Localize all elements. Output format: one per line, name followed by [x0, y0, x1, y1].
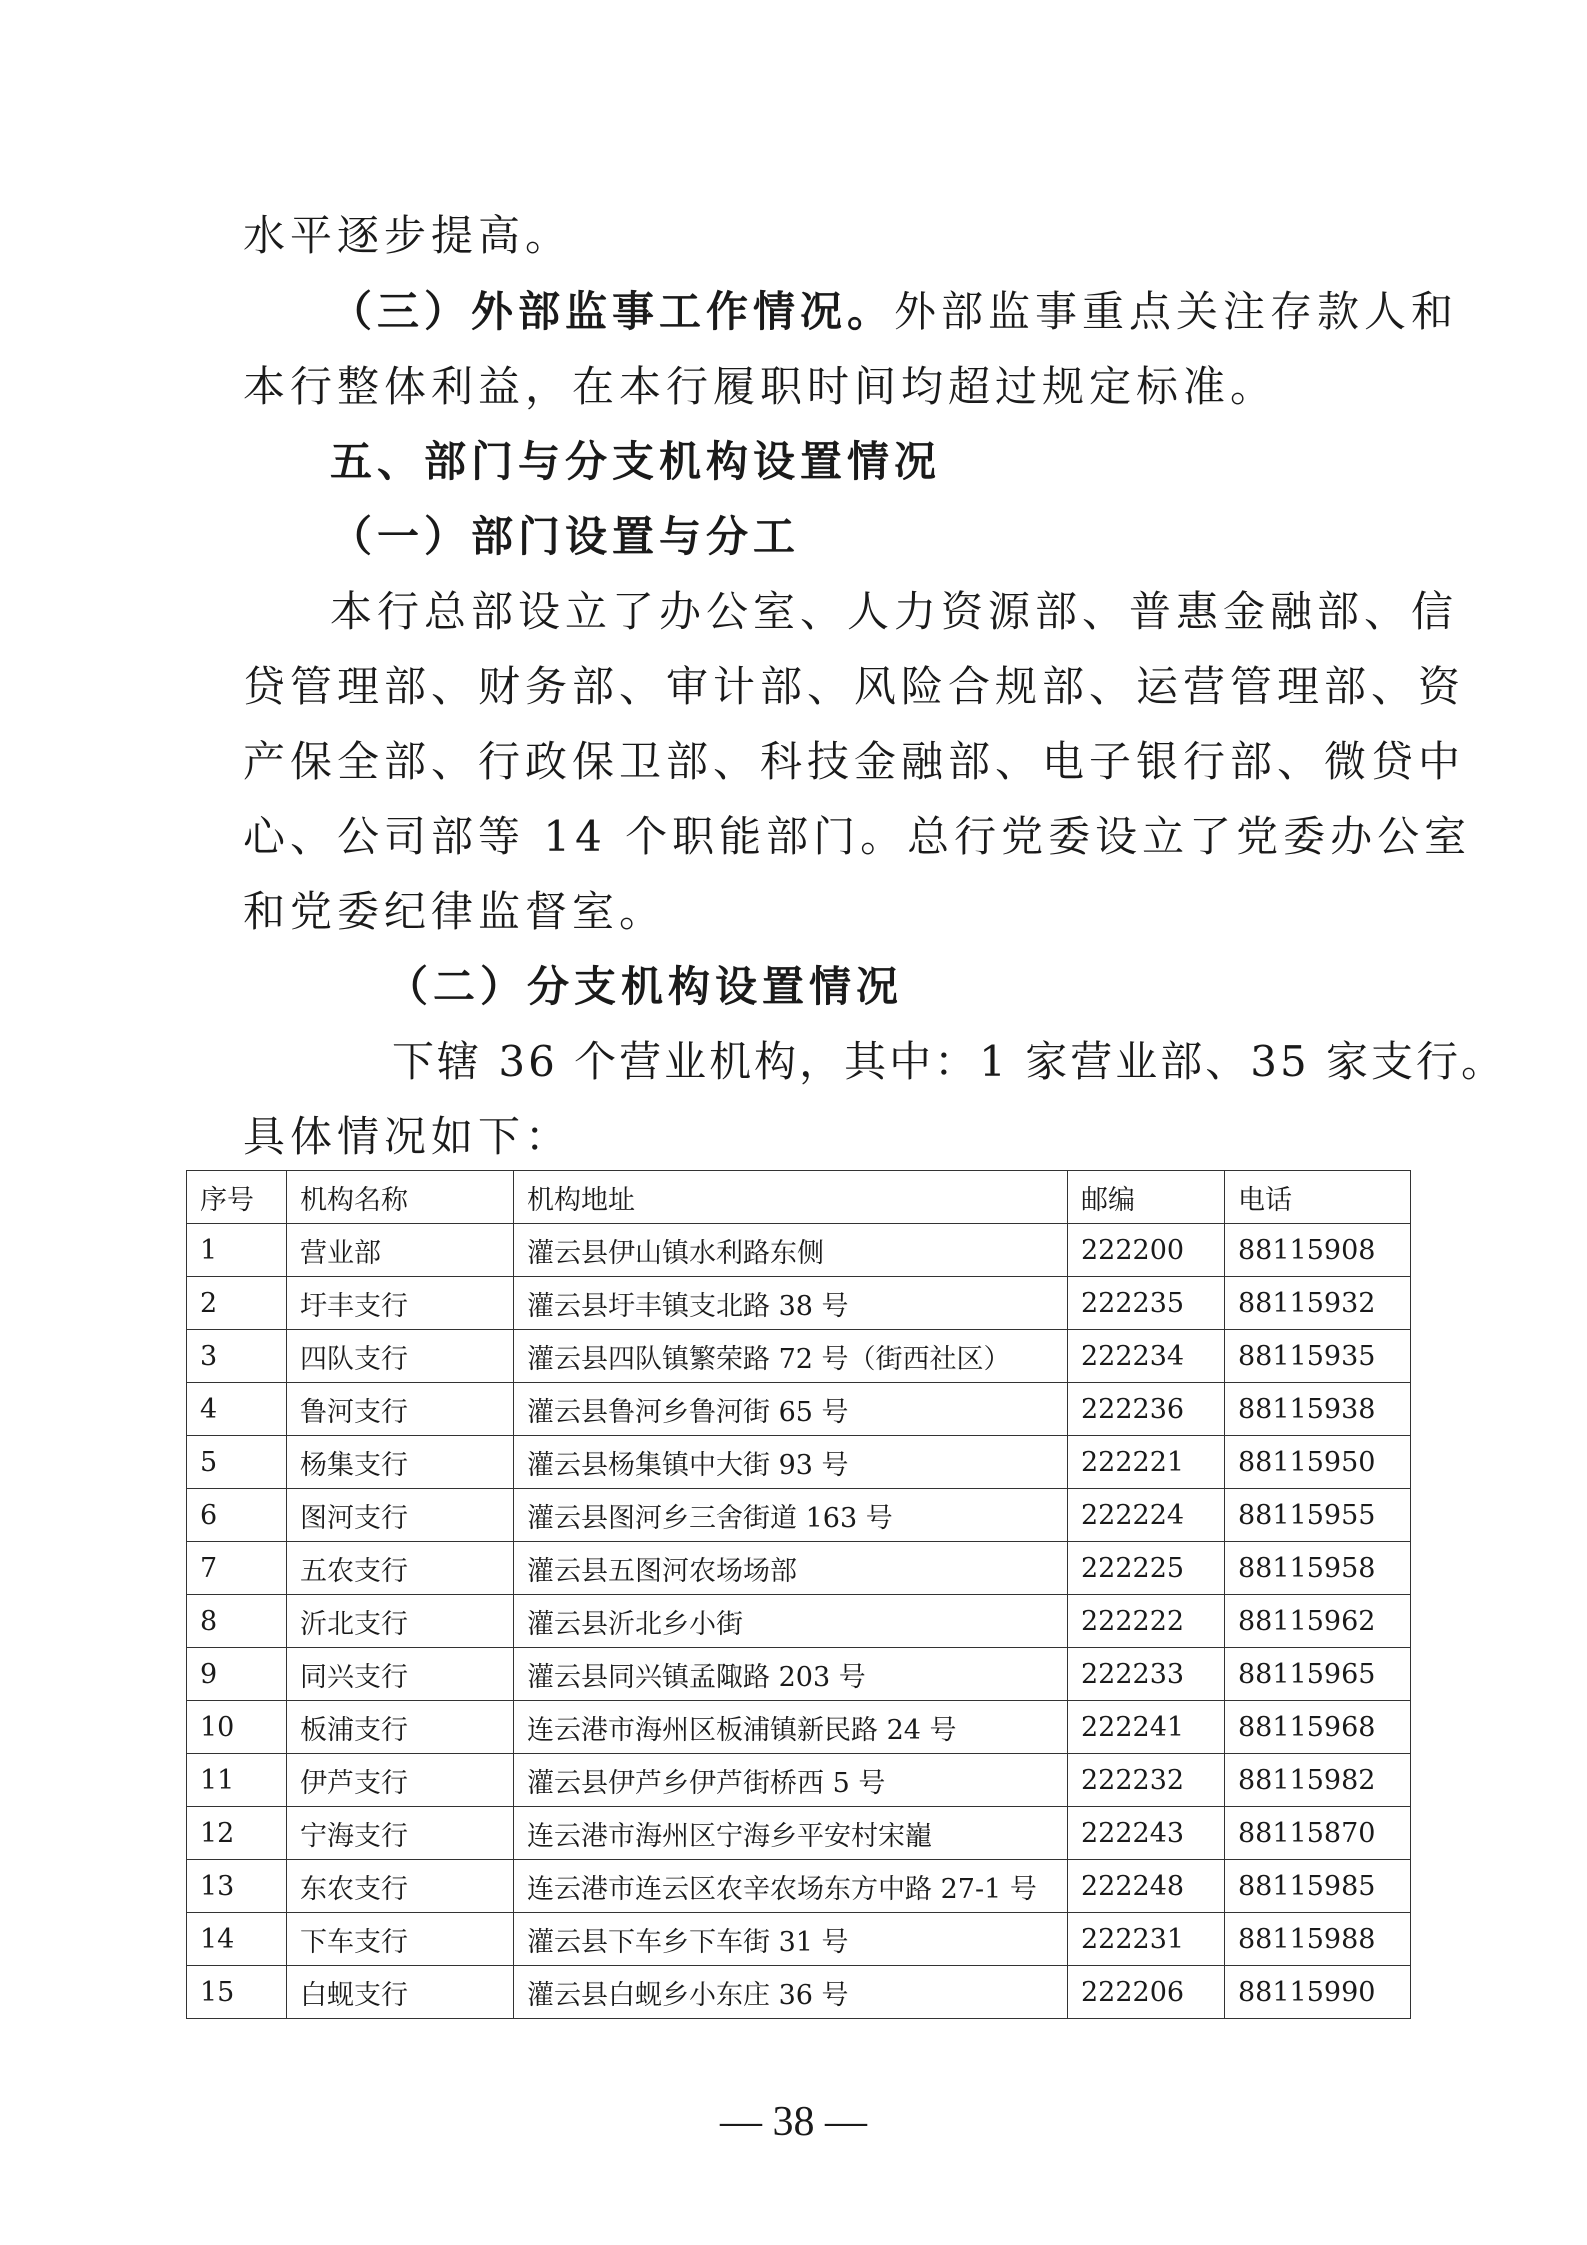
cell-postcode: 222221 — [1068, 1436, 1225, 1489]
cell-phone: 88115938 — [1225, 1383, 1411, 1436]
cell-postcode: 222235 — [1068, 1277, 1225, 1330]
column-header-phone: 电话 — [1225, 1171, 1411, 1224]
table-row — [187, 1648, 1411, 1701]
cell-name: 圩丰支行 — [287, 1277, 514, 1330]
cell-postcode: 222206 — [1068, 1966, 1225, 2019]
cell-address: 灌云县下车乡下车街 31 号 — [514, 1913, 1068, 1966]
cell-address: 灌云县沂北乡小街 — [514, 1595, 1068, 1648]
table-row — [187, 1595, 1411, 1648]
cell-postcode: 222241 — [1068, 1701, 1225, 1754]
paragraph-line: 和党委纪律监督室。 — [243, 887, 667, 936]
cell-index: 12 — [187, 1807, 287, 1860]
cell-name: 五农支行 — [287, 1542, 514, 1595]
paragraph-line: 心、公司部等 14 个职能部门。总行党委设立了党委办公室 — [243, 812, 1472, 861]
table-row — [187, 1542, 1411, 1595]
branch-table-body — [187, 1224, 1411, 2019]
cell-address: 灌云县五图河农场场部 — [514, 1542, 1068, 1595]
cell-index: 7 — [187, 1542, 287, 1595]
cell-phone: 88115965 — [1225, 1648, 1411, 1701]
cell-index: 15 — [187, 1966, 287, 2019]
cell-phone: 88115950 — [1225, 1436, 1411, 1489]
table-row — [187, 1701, 1411, 1754]
paragraph-line: 产保全部、行政保卫部、科技金融部、电子银行部、微贷中 — [243, 737, 1466, 786]
cell-index: 3 — [187, 1330, 287, 1383]
cell-phone: 88115985 — [1225, 1860, 1411, 1913]
column-header-index: 序号 — [187, 1171, 287, 1224]
cell-postcode: 222200 — [1068, 1224, 1225, 1277]
table-row — [187, 1277, 1411, 1330]
subheading-departments: （一）部门设置与分工 — [330, 512, 801, 561]
cell-address: 灌云县伊山镇水利路东侧 — [514, 1224, 1068, 1277]
cell-postcode: 222243 — [1068, 1807, 1225, 1860]
cell-phone: 88115935 — [1225, 1330, 1411, 1383]
table-row — [187, 1754, 1411, 1807]
cell-postcode: 222225 — [1068, 1542, 1225, 1595]
branch-table — [186, 1170, 1411, 2019]
cell-address: 连云港市海州区宁海乡平安村宋巃 — [514, 1807, 1068, 1860]
cell-name: 杨集支行 — [287, 1436, 514, 1489]
table-row — [187, 1913, 1411, 1966]
cell-address: 连云港市海州区板浦镇新民路 24 号 — [514, 1701, 1068, 1754]
cell-address: 灌云县四队镇繁荣路 72 号（街西社区） — [514, 1330, 1068, 1383]
paragraph-line: 本行总部设立了办公室、人力资源部、普惠金融部、信 — [330, 587, 1459, 636]
cell-index: 5 — [187, 1436, 287, 1489]
table-row — [187, 1860, 1411, 1913]
subheading-external-supervisors: （三）外部监事工作情况。 — [330, 287, 895, 336]
table-row — [187, 1489, 1411, 1542]
cell-index: 14 — [187, 1913, 287, 1966]
cell-name: 鲁河支行 — [287, 1383, 514, 1436]
column-header-address: 机构地址 — [514, 1171, 1068, 1224]
cell-postcode: 222222 — [1068, 1595, 1225, 1648]
cell-phone: 88115932 — [1225, 1277, 1411, 1330]
cell-name: 同兴支行 — [287, 1648, 514, 1701]
cell-postcode: 222233 — [1068, 1648, 1225, 1701]
cell-postcode: 222248 — [1068, 1860, 1225, 1913]
cell-index: 11 — [187, 1754, 287, 1807]
paragraph-text: 外部监事重点关注存款人和 — [894, 287, 1459, 336]
cell-name: 四队支行 — [287, 1330, 514, 1383]
cell-address: 连云港市连云区农辛农场东方中路 27-1 号 — [514, 1860, 1068, 1913]
cell-name: 板浦支行 — [287, 1701, 514, 1754]
table-header-row — [187, 1171, 1411, 1224]
column-header-name: 机构名称 — [287, 1171, 514, 1224]
paragraph-external-supervisors — [330, 287, 1459, 336]
cell-phone: 88115958 — [1225, 1542, 1411, 1595]
cell-phone: 88115962 — [1225, 1595, 1411, 1648]
cell-phone: 88115982 — [1225, 1754, 1411, 1807]
cell-phone: 88115870 — [1225, 1807, 1411, 1860]
cell-address: 灌云县圩丰镇支北路 38 号 — [514, 1277, 1068, 1330]
cell-index: 10 — [187, 1701, 287, 1754]
cell-address: 灌云县杨集镇中大街 93 号 — [514, 1436, 1068, 1489]
cell-phone: 88115908 — [1225, 1224, 1411, 1277]
cell-index: 6 — [187, 1489, 287, 1542]
page-number: — 38 — — [720, 2099, 867, 2145]
cell-name: 宁海支行 — [287, 1807, 514, 1860]
table-row — [187, 1436, 1411, 1489]
cell-name: 伊芦支行 — [287, 1754, 514, 1807]
table-row — [187, 1383, 1411, 1436]
table-row — [187, 1224, 1411, 1277]
table-row — [187, 1330, 1411, 1383]
cell-phone: 88115955 — [1225, 1489, 1411, 1542]
paragraph-line: 贷管理部、财务部、审计部、风险合规部、运营管理部、资 — [243, 662, 1466, 711]
table-row — [187, 1966, 1411, 2019]
cell-name: 图河支行 — [287, 1489, 514, 1542]
section-heading: 五、部门与分支机构设置情况 — [330, 437, 942, 486]
cell-index: 13 — [187, 1860, 287, 1913]
column-header-postcode: 邮编 — [1068, 1171, 1225, 1224]
cell-postcode: 222232 — [1068, 1754, 1225, 1807]
table-row — [187, 1807, 1411, 1860]
subheading-branches: （二）分支机构设置情况 — [386, 962, 904, 1011]
paragraph-line: 具体情况如下： — [243, 1112, 573, 1161]
cell-name: 沂北支行 — [287, 1595, 514, 1648]
cell-name: 白蚬支行 — [287, 1966, 514, 2019]
cell-name: 东农支行 — [287, 1860, 514, 1913]
cell-index: 9 — [187, 1648, 287, 1701]
cell-postcode: 222234 — [1068, 1330, 1225, 1383]
cell-name: 下车支行 — [287, 1913, 514, 1966]
cell-phone: 88115968 — [1225, 1701, 1411, 1754]
cell-postcode: 222231 — [1068, 1913, 1225, 1966]
cell-address: 灌云县白蚬乡小东庄 36 号 — [514, 1966, 1068, 2019]
cell-phone: 88115990 — [1225, 1966, 1411, 2019]
paragraph-line: 水平逐步提高。 — [243, 211, 573, 260]
cell-name: 营业部 — [287, 1224, 514, 1277]
cell-address: 灌云县同兴镇孟陬路 203 号 — [514, 1648, 1068, 1701]
cell-address: 灌云县图河乡三舍街道 163 号 — [514, 1489, 1068, 1542]
cell-index: 4 — [187, 1383, 287, 1436]
cell-index: 1 — [187, 1224, 287, 1277]
paragraph-line: 下辖 36 个营业机构，其中：1 家营业部、35 家支行。 — [392, 1037, 1507, 1086]
cell-postcode: 222224 — [1068, 1489, 1225, 1542]
cell-address: 灌云县伊芦乡伊芦街桥西 5 号 — [514, 1754, 1068, 1807]
cell-index: 2 — [187, 1277, 287, 1330]
paragraph-line: 本行整体利益，在本行履职时间均超过规定标准。 — [243, 362, 1278, 411]
cell-postcode: 222236 — [1068, 1383, 1225, 1436]
cell-phone: 88115988 — [1225, 1913, 1411, 1966]
cell-index: 8 — [187, 1595, 287, 1648]
cell-address: 灌云县鲁河乡鲁河街 65 号 — [514, 1383, 1068, 1436]
